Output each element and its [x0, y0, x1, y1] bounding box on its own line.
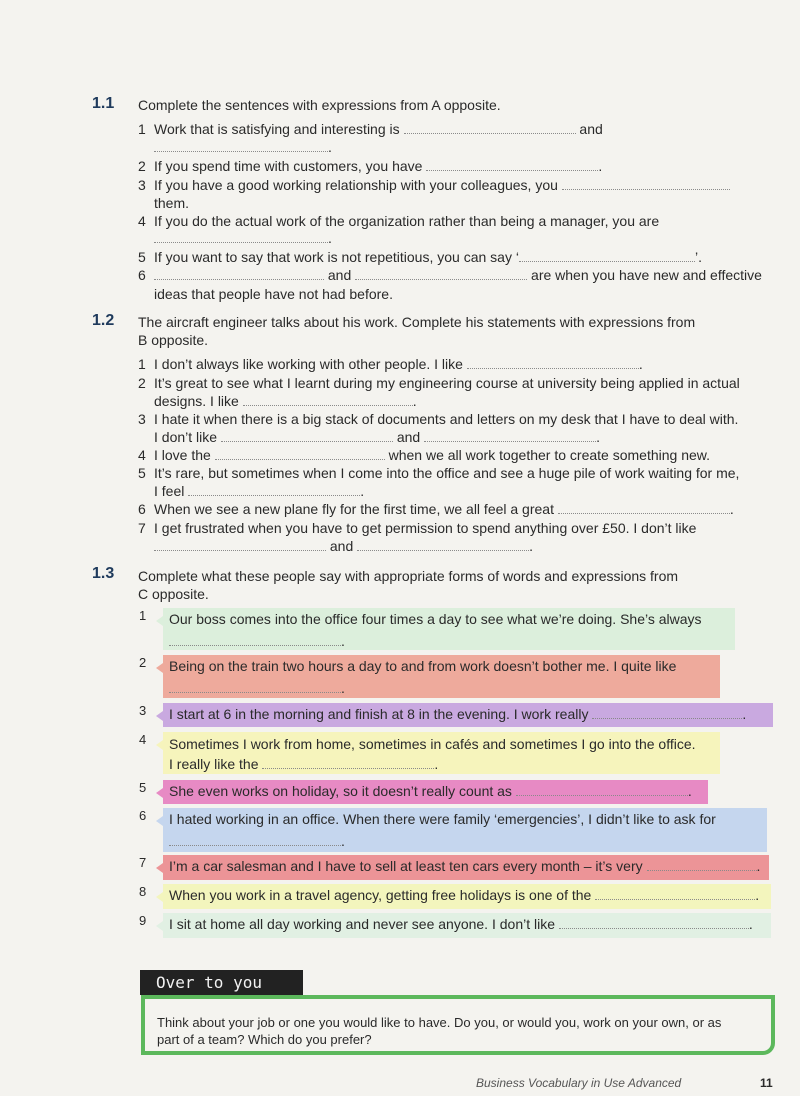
instruction: B opposite.	[138, 332, 209, 348]
exercise-item: 3 If you have a good working relationship with your colleagues, you	[138, 176, 730, 194]
answer-blank[interactable]	[562, 177, 730, 190]
item-number: 5	[139, 780, 147, 795]
exercise-item-cont: them.	[154, 195, 190, 211]
speech-bubble: I start at 6 in the morning and finish at 8 in the evening. I work really .	[163, 703, 773, 727]
exercise-item: 1 I don’t always like working with other people. I like .	[138, 356, 643, 372]
speech-bubble: Our boss comes into the office four times a day to see what we’re doing. She’s always .	[163, 608, 735, 650]
answer-blank[interactable]	[647, 858, 757, 871]
speech-bubble: She even works on holiday, so it doesn’t really count as .	[163, 780, 708, 804]
bubble-text: Being on the train two hours a day to and from work doesn’t bother me. I quite like	[169, 658, 677, 674]
exercise-item-cont: .	[154, 229, 332, 247]
exercise-item-cont: ideas that people have not had before.	[154, 286, 393, 302]
item-number: 7	[139, 855, 147, 870]
exercise-item: 2 It’s great to see what I learnt during my engineering course at university being applied in actual	[138, 375, 740, 391]
exercise-item: 1 Work that is satisfying and interesting is and	[138, 121, 603, 137]
speech-bubble: When you work in a travel agency, getting free holidays is one of the .	[163, 884, 771, 909]
item-number: 8	[139, 884, 147, 899]
exercise-item: 7 I get frustrated when you have to get permission to spend anything over £50. I don’t like	[138, 520, 697, 536]
bubble-text: I hated working in an office. When there were family ‘emergencies’, I didn’t like to ask for	[169, 811, 716, 827]
speech-bubble: Being on the train two hours a day to and from work doesn’t bother me. I quite like .	[163, 655, 720, 698]
over-to-you-box	[141, 995, 775, 1055]
answer-blank[interactable]	[355, 267, 527, 280]
instruction: Complete the sentences with expressions from A opposite.	[138, 97, 501, 113]
section-number: 1.3	[92, 565, 115, 582]
answer-blank[interactable]	[404, 121, 576, 134]
bubble-text: Our boss comes into the office four times a day to see what we’re doing. She’s always	[169, 611, 702, 627]
answer-blank[interactable]	[154, 538, 326, 551]
exercise-item: 6 and are when you have new and effective	[138, 267, 762, 283]
item-number: 9	[139, 913, 147, 928]
answer-blank[interactable]	[188, 483, 360, 496]
speech-bubble: I hated working in an office. When there were family ‘emergencies’, I didn’t like to ask for .	[163, 808, 767, 852]
answer-blank[interactable]	[519, 249, 695, 262]
answer-blank[interactable]	[169, 680, 341, 693]
answer-blank[interactable]	[243, 393, 413, 406]
book-title: Business Vocabulary in Use Advanced	[476, 1076, 682, 1090]
over-to-you-heading: Over to you	[140, 970, 303, 995]
answer-blank[interactable]	[559, 916, 749, 929]
answer-blank[interactable]	[516, 783, 688, 796]
speech-bubble: I sit at home all day working and never see anyone. I don’t like .	[163, 913, 771, 938]
bubble-text: I sit at home all day working and never see anyone. I don’t like	[169, 916, 555, 932]
exercise-item: 3 I hate it when there is a big stack of documents and letters on my desk that I have to deal with.	[138, 411, 739, 427]
answer-blank[interactable]	[357, 538, 529, 551]
bubble-text: I start at 6 in the morning and finish at 8 in the evening. I work really	[169, 706, 589, 722]
section-number: 1.1	[92, 95, 115, 112]
instruction: The aircraft engineer talks about his work. Complete his statements with expressions from	[138, 314, 696, 330]
bubble-text: She even works on holiday, so it doesn’t really count as	[169, 783, 512, 799]
bubble-text: When you work in a travel agency, getting free holidays is one of the	[169, 887, 592, 903]
answer-blank[interactable]	[592, 706, 742, 719]
exercise-item-cont: .	[154, 138, 332, 156]
bubble-text: I’m a car salesman and I have to sell at least ten cars every month – it’s very	[169, 858, 643, 874]
section-number: 1.2	[92, 312, 115, 329]
answer-blank[interactable]	[467, 356, 639, 369]
answer-blank[interactable]	[221, 429, 393, 442]
exercise-item-cont: designs. I like .	[154, 393, 417, 409]
bubble-text: Sometimes I work from home, sometimes in cafés and sometimes I go into the office.	[169, 736, 696, 752]
item-number: 6	[139, 808, 147, 823]
exercise-item-cont: I don’t like and .	[154, 429, 600, 445]
instruction: Complete what these people say with appropriate forms of words and expressions from	[138, 568, 679, 584]
exercise-item: 4 I love the when we all work together to create something new.	[138, 447, 711, 463]
answer-blank[interactable]	[558, 501, 730, 514]
exercise-item: 6 When we see a new plane fly for the first time, we all feel a great .	[138, 501, 734, 517]
over-to-you-text: part of a team? Which do you prefer?	[157, 1032, 372, 1047]
instruction: C opposite.	[138, 586, 209, 602]
answer-blank[interactable]	[169, 833, 341, 846]
answer-blank[interactable]	[154, 267, 324, 280]
exercise-item: 5 If you want to say that work is not repetitious, you can say ‘ ’.	[138, 249, 702, 265]
exercise-item: 5 It’s rare, but sometimes when I come into the office and see a huge pile of work waiting for me,	[138, 465, 740, 481]
answer-blank[interactable]	[215, 447, 385, 460]
answer-blank[interactable]	[154, 139, 328, 152]
answer-blank[interactable]	[169, 633, 341, 646]
speech-bubble: Sometimes I work from home, sometimes in cafés and sometimes I go into the office. I really like the .	[163, 732, 720, 774]
item-number: 4	[139, 732, 147, 747]
item-number: 2	[139, 655, 147, 670]
exercise-item: 2 If you spend time with customers, you have .	[138, 158, 603, 174]
exercise-item: 4 If you do the actual work of the organization rather than being a manager, you are	[138, 213, 660, 229]
over-to-you-text: Think about your job or one you would like to have. Do you, or would you, work on your own, or as	[157, 1015, 722, 1030]
speech-bubble: I’m a car salesman and I have to sell at least ten cars every month – it’s very .	[163, 855, 769, 880]
answer-blank[interactable]	[262, 756, 434, 769]
answer-blank[interactable]	[424, 429, 596, 442]
answer-blank[interactable]	[595, 887, 755, 900]
answer-blank[interactable]	[426, 158, 598, 171]
answer-blank[interactable]	[154, 230, 328, 243]
exercise-item-cont: I feel .	[154, 483, 365, 499]
item-number: 1	[139, 608, 147, 623]
page-number: 11	[760, 1076, 773, 1090]
item-number: 3	[139, 703, 147, 718]
exercise-item-cont: and .	[154, 537, 533, 555]
